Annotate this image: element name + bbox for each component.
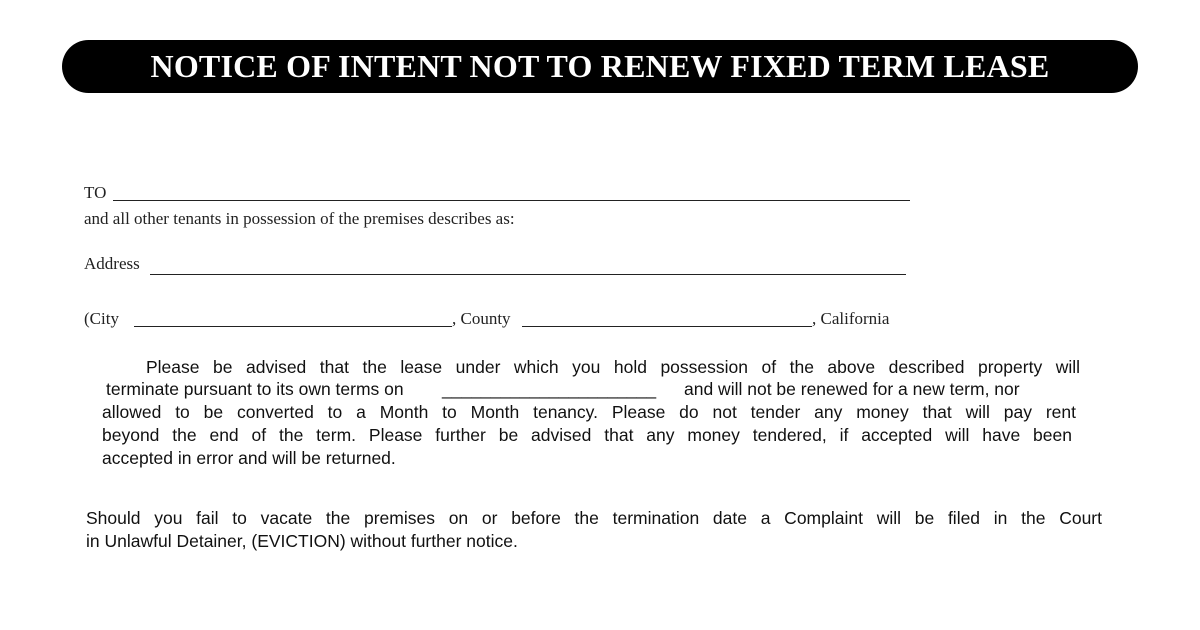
state-label: , California [812,309,890,328]
city-label: (City [84,309,119,328]
county-blank-line [522,326,812,327]
paragraph2-line1: Should you fail to vacate the premises on or before the termination date a Complaint will be filed in the Court [86,508,1102,528]
address-label: Address [84,254,140,273]
title-banner [62,40,1138,93]
paragraph1-line2b: and will not be renewed for a new term, nor [684,379,1020,399]
tenants-line: and all other tenants in possession of the premises describes as: [84,209,515,228]
paragraph1-line4: beyond the end of the term. Please further be advised that any money tendered, if accepted will have been [102,425,1072,445]
to-label: TO [84,183,107,202]
termination-date-blank: ______________________ [442,379,657,399]
paragraph1-line3: allowed to be converted to a Month to Month tenancy. Please do not tender any money that will pay rent [102,402,1076,422]
address-blank-line [150,274,906,275]
paragraph1-line2a: terminate pursuant to its own terms on [106,379,404,399]
page-title: NOTICE OF INTENT NOT TO RENEW FIXED TERM LEASE [150,48,1050,84]
paragraph1-line5: accepted in error and will be returned. [102,448,396,468]
county-label: , County [452,309,511,328]
paragraph2-line2: in Unlawful Detainer, (EVICTION) without further notice. [86,531,518,551]
city-blank-line [134,326,452,327]
to-blank-line [113,200,910,201]
paragraph1-line1: Please be advised that the lease under which you hold possession of the above described property will [146,357,1080,377]
